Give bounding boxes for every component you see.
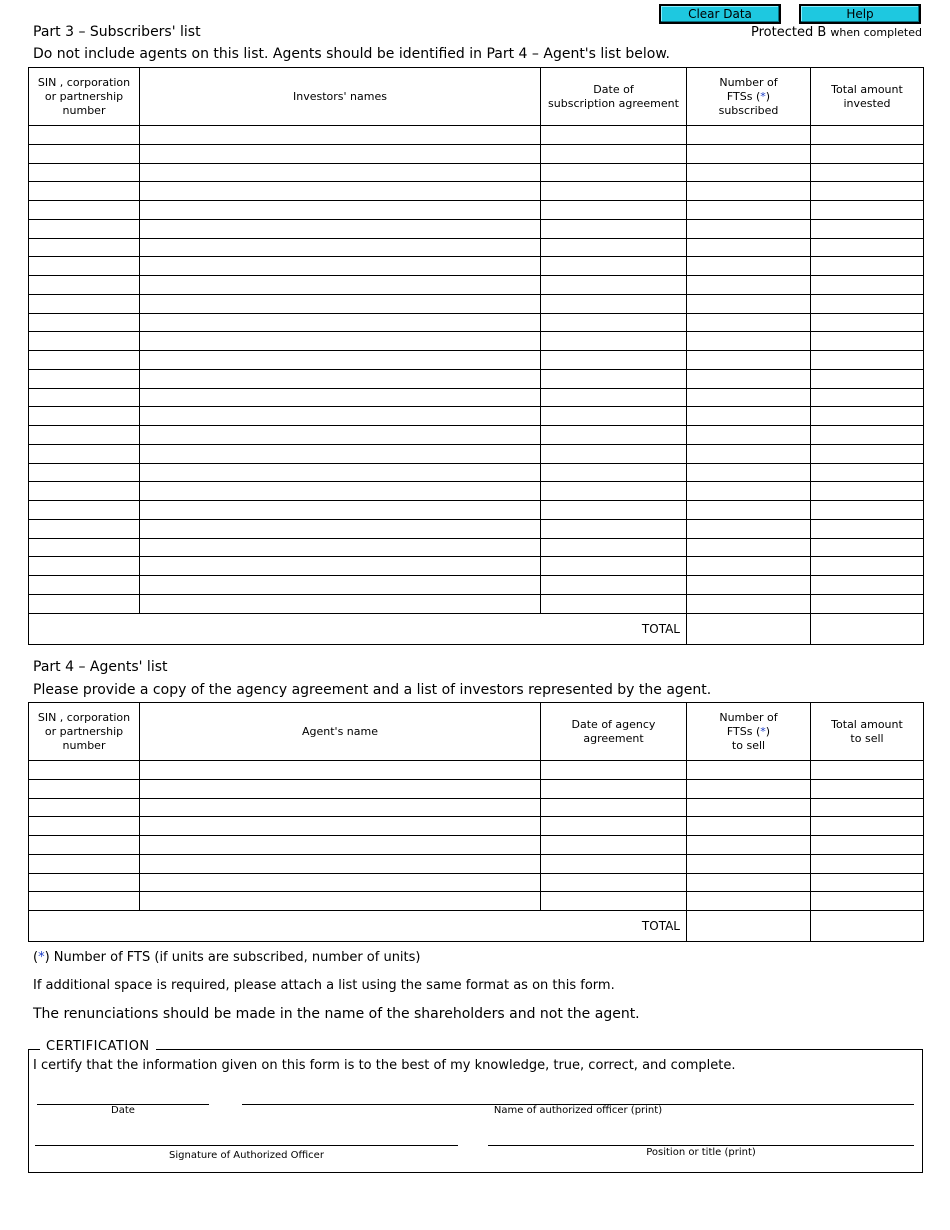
- table-row: [29, 538, 924, 557]
- col-header-sin: [29, 68, 140, 126]
- subscription-date-field[interactable]: [541, 163, 687, 182]
- col-header-investor-name: [140, 68, 541, 126]
- sin-field[interactable]: [29, 576, 140, 595]
- col-header-ftss-to-sell: [687, 703, 811, 761]
- investor-name-field[interactable]: [140, 219, 541, 238]
- investor-name-field[interactable]: [140, 257, 541, 276]
- table-row: [29, 501, 924, 520]
- sin-field[interactable]: [29, 444, 140, 463]
- ftss-subscribed-field[interactable]: [687, 501, 811, 520]
- header-text: FTSs (: [726, 89, 761, 103]
- help-button[interactable]: Help: [799, 4, 921, 24]
- header-text: or partnership: [44, 724, 124, 738]
- total-invested-field[interactable]: [811, 238, 924, 257]
- ftss-subscribed-field[interactable]: [687, 276, 811, 295]
- table-row: [29, 144, 924, 163]
- sin-field[interactable]: [29, 351, 140, 370]
- total-invested-field[interactable]: [811, 501, 924, 520]
- table-row: [29, 219, 924, 238]
- agent-name-field[interactable]: [140, 798, 541, 817]
- subscription-date-field[interactable]: [541, 482, 687, 501]
- certification-legend: CERTIFICATION: [40, 1039, 156, 1054]
- investor-name-field[interactable]: [140, 557, 541, 576]
- total-invested-field[interactable]: [811, 126, 924, 145]
- ftss-subscribed-field[interactable]: [687, 557, 811, 576]
- ftss-subscribed-field[interactable]: [687, 144, 811, 163]
- subscription-date-field[interactable]: [541, 126, 687, 145]
- table-row: [29, 388, 924, 407]
- sin-field[interactable]: [29, 854, 140, 873]
- col-header-ftss-subscribed: [687, 68, 811, 126]
- sin-field[interactable]: [29, 519, 140, 538]
- ftss-to-sell-field[interactable]: [687, 854, 811, 873]
- position-caption: Position or title (print): [646, 1147, 756, 1158]
- table-row: [29, 238, 924, 257]
- subscription-date-field[interactable]: [541, 351, 687, 370]
- subscription-date-field[interactable]: [541, 313, 687, 332]
- agent-name-field[interactable]: [140, 779, 541, 798]
- position-field[interactable]: [488, 1145, 914, 1146]
- agency-date-field[interactable]: [541, 817, 687, 836]
- total-invested-field[interactable]: [811, 144, 924, 163]
- table-row: [29, 351, 924, 370]
- investor-name-field[interactable]: [140, 163, 541, 182]
- table-row: [29, 798, 924, 817]
- header-text: Date of agency: [571, 717, 656, 731]
- sin-field[interactable]: [29, 594, 140, 613]
- sin-field[interactable]: [29, 761, 140, 780]
- header-text: number: [62, 738, 106, 752]
- total-ftss-field[interactable]: [687, 613, 811, 644]
- sin-field[interactable]: [29, 219, 140, 238]
- total-invested-field[interactable]: [811, 294, 924, 313]
- table-row: [29, 779, 924, 798]
- subscription-date-field[interactable]: [541, 594, 687, 613]
- table-row: [29, 257, 924, 276]
- subscription-date-field[interactable]: [541, 182, 687, 201]
- header-text: invested: [843, 96, 891, 110]
- ftss-to-sell-field[interactable]: [687, 836, 811, 855]
- table-row: [29, 182, 924, 201]
- additional-space-note: If additional space is required, please attach a list using the same format as on this form.: [33, 978, 615, 993]
- ftss-subscribed-field[interactable]: [687, 576, 811, 595]
- investor-name-field[interactable]: [140, 388, 541, 407]
- subscription-date-field[interactable]: [541, 257, 687, 276]
- investor-name-field[interactable]: [140, 501, 541, 520]
- col-header-agent-name: [140, 703, 541, 761]
- header-text: subscribed: [718, 103, 779, 117]
- header-text: Total amount: [831, 717, 903, 731]
- subscription-date-field[interactable]: [541, 332, 687, 351]
- table-row: [29, 482, 924, 501]
- ftss-subscribed-field[interactable]: [687, 426, 811, 445]
- ftss-subscribed-field[interactable]: [687, 407, 811, 426]
- header-text: to sell: [731, 738, 766, 752]
- sin-field[interactable]: [29, 238, 140, 257]
- agent-name-field[interactable]: [140, 836, 541, 855]
- total-invested-field[interactable]: [811, 463, 924, 482]
- header-text: SIN , corporation: [37, 710, 131, 724]
- part3-instruction: Do not include agents on this list. Agents should be identified in Part 4 – Agent's list below.: [33, 46, 670, 62]
- col-header-subscription-date: [541, 68, 687, 126]
- agent-name-field[interactable]: [140, 854, 541, 873]
- sin-field[interactable]: [29, 557, 140, 576]
- ftss-subscribed-field[interactable]: [687, 238, 811, 257]
- ftss-subscribed-field[interactable]: [687, 182, 811, 201]
- subscription-date-field[interactable]: [541, 369, 687, 388]
- total-to-sell-field[interactable]: [811, 817, 924, 836]
- col-header-total-invested: [811, 68, 924, 126]
- agent-name-field[interactable]: [140, 892, 541, 911]
- total-to-sell-field[interactable]: [811, 761, 924, 780]
- header-text: ): [765, 89, 771, 103]
- protected-suffix: when completed: [830, 26, 922, 39]
- sin-field[interactable]: [29, 482, 140, 501]
- table-row: [29, 576, 924, 595]
- sin-field[interactable]: [29, 388, 140, 407]
- subscription-date-field[interactable]: [541, 519, 687, 538]
- officer-name-caption: Name of authorized officer (print): [493, 1105, 663, 1116]
- table-row: [29, 163, 924, 182]
- subscription-date-field[interactable]: [541, 463, 687, 482]
- total-invested-field[interactable]: [811, 557, 924, 576]
- total-ftss-field[interactable]: [687, 911, 811, 942]
- ftss-subscribed-field[interactable]: [687, 463, 811, 482]
- sin-field[interactable]: [29, 463, 140, 482]
- investor-name-field[interactable]: [140, 144, 541, 163]
- sin-field[interactable]: [29, 163, 140, 182]
- ftss-subscribed-field[interactable]: [687, 126, 811, 145]
- ftss-subscribed-field[interactable]: [687, 219, 811, 238]
- table-row: [29, 836, 924, 855]
- ftss-subscribed-field[interactable]: [687, 444, 811, 463]
- ftss-subscribed-field[interactable]: [687, 332, 811, 351]
- sin-field[interactable]: [29, 836, 140, 855]
- ftss-subscribed-field[interactable]: [687, 294, 811, 313]
- subscription-date-field[interactable]: [541, 501, 687, 520]
- table-row: [29, 594, 924, 613]
- subscription-date-field[interactable]: [541, 294, 687, 313]
- table-row: [29, 557, 924, 576]
- header-text: Date of: [593, 82, 634, 96]
- investor-name-field[interactable]: [140, 126, 541, 145]
- agency-date-field[interactable]: [541, 761, 687, 780]
- subscribers-table: [28, 67, 924, 645]
- header-text: FTSs (: [726, 724, 761, 738]
- total-invested-field[interactable]: [811, 426, 924, 445]
- certification-statement: I certify that the information given on this form is to the best of my knowledge, true, correct, and complete.: [33, 1058, 736, 1073]
- total-invested-field[interactable]: [811, 219, 924, 238]
- signature-field[interactable]: [35, 1145, 458, 1146]
- sin-field[interactable]: [29, 313, 140, 332]
- sin-field[interactable]: [29, 201, 140, 220]
- sin-field[interactable]: [29, 276, 140, 295]
- part4-instruction: Please provide a copy of the agency agreement and a list of investors represented by the agent.: [33, 682, 712, 698]
- protected-notice: [751, 25, 922, 40]
- investor-name-field[interactable]: [140, 182, 541, 201]
- ftss-to-sell-field[interactable]: [687, 892, 811, 911]
- footnote-star: *: [760, 724, 766, 738]
- sin-field[interactable]: [29, 407, 140, 426]
- total-invested-field[interactable]: [811, 163, 924, 182]
- ftss-subscribed-field[interactable]: [687, 482, 811, 501]
- note-text: ) Number of FTS (if units are subscribed, number of units): [44, 950, 421, 965]
- total-invested-field[interactable]: [811, 482, 924, 501]
- total-invested-field[interactable]: [811, 576, 924, 595]
- header-text: Agent's name: [301, 724, 378, 738]
- sin-field[interactable]: [29, 873, 140, 892]
- total-invested-field[interactable]: [811, 257, 924, 276]
- investor-name-field[interactable]: [140, 426, 541, 445]
- total-invested-field[interactable]: [811, 332, 924, 351]
- total-invested-field[interactable]: [811, 351, 924, 370]
- table-row: [29, 426, 924, 445]
- sin-field[interactable]: [29, 426, 140, 445]
- table-row: [29, 407, 924, 426]
- total-to-sell-field[interactable]: [811, 873, 924, 892]
- total-to-sell-field[interactable]: [811, 798, 924, 817]
- subscription-date-field[interactable]: [541, 144, 687, 163]
- subscription-date-field[interactable]: [541, 576, 687, 595]
- total-invested-field[interactable]: [811, 276, 924, 295]
- ftss-to-sell-field[interactable]: [687, 817, 811, 836]
- investor-name-field[interactable]: [140, 482, 541, 501]
- header-text: Number of: [719, 75, 778, 89]
- table-row: [29, 201, 924, 220]
- table-row: [29, 332, 924, 351]
- ftss-subscribed-field[interactable]: [687, 388, 811, 407]
- table-row: [29, 463, 924, 482]
- header-text: or partnership: [44, 89, 124, 103]
- header-text: Total amount: [831, 82, 903, 96]
- total-invested-field[interactable]: [811, 407, 924, 426]
- ftss-subscribed-field[interactable]: [687, 538, 811, 557]
- footnote-star: *: [760, 89, 766, 103]
- investor-name-field[interactable]: [140, 294, 541, 313]
- sin-field[interactable]: [29, 332, 140, 351]
- agency-date-field[interactable]: [541, 836, 687, 855]
- total-invested-field[interactable]: [811, 182, 924, 201]
- investor-name-field[interactable]: [140, 332, 541, 351]
- agent-name-field[interactable]: [140, 873, 541, 892]
- header-text: [687, 90, 810, 104]
- sin-field[interactable]: [29, 182, 140, 201]
- investor-name-field[interactable]: [140, 407, 541, 426]
- total-invested-field[interactable]: [811, 444, 924, 463]
- sin-field[interactable]: [29, 369, 140, 388]
- table-row: [29, 761, 924, 780]
- header-text: subscription agreement: [548, 96, 679, 110]
- agents-table: [28, 702, 924, 942]
- part4-title: Part 4 – Agents' list: [33, 659, 168, 675]
- agency-date-field[interactable]: [541, 854, 687, 873]
- investor-name-field[interactable]: [140, 201, 541, 220]
- total-invested-field[interactable]: [811, 538, 924, 557]
- investor-name-field[interactable]: [140, 276, 541, 295]
- total-invested-field[interactable]: [811, 388, 924, 407]
- investor-name-field[interactable]: [140, 444, 541, 463]
- sin-field[interactable]: [29, 126, 140, 145]
- investor-name-field[interactable]: [140, 538, 541, 557]
- investor-name-field[interactable]: [140, 463, 541, 482]
- investor-name-field[interactable]: [140, 351, 541, 370]
- table-row: [29, 276, 924, 295]
- agent-name-field[interactable]: [140, 761, 541, 780]
- ftss-to-sell-field[interactable]: [687, 761, 811, 780]
- sin-field[interactable]: [29, 779, 140, 798]
- table-row: [29, 294, 924, 313]
- agency-date-field[interactable]: [541, 798, 687, 817]
- table-row: [29, 854, 924, 873]
- header-text: to sell: [850, 731, 884, 745]
- total-amount-field[interactable]: [811, 613, 924, 644]
- total-label: TOTAL: [29, 613, 687, 644]
- ftss-subscribed-field[interactable]: [687, 257, 811, 276]
- table-row: [29, 873, 924, 892]
- table-row: [29, 369, 924, 388]
- table-row: [29, 313, 924, 332]
- total-to-sell-field[interactable]: [811, 854, 924, 873]
- agency-date-field[interactable]: [541, 873, 687, 892]
- ftss-subscribed-field[interactable]: [687, 313, 811, 332]
- total-label: TOTAL: [29, 911, 687, 942]
- subscription-date-field[interactable]: [541, 219, 687, 238]
- col-header-sin: [29, 703, 140, 761]
- subscription-date-field[interactable]: [541, 276, 687, 295]
- ftss-subscribed-field[interactable]: [687, 369, 811, 388]
- table-row: [29, 892, 924, 911]
- ftss-subscribed-field[interactable]: [687, 519, 811, 538]
- investor-name-field[interactable]: [140, 519, 541, 538]
- col-header-agency-date: [541, 703, 687, 761]
- sin-field[interactable]: [29, 294, 140, 313]
- investor-name-field[interactable]: [140, 594, 541, 613]
- sin-field[interactable]: [29, 501, 140, 520]
- ftss-to-sell-field[interactable]: [687, 873, 811, 892]
- sin-field[interactable]: [29, 817, 140, 836]
- total-invested-field[interactable]: [811, 519, 924, 538]
- total-amount-field[interactable]: [811, 911, 924, 942]
- header-text: Investors' names: [293, 89, 387, 103]
- total-invested-field[interactable]: [811, 369, 924, 388]
- total-to-sell-field[interactable]: [811, 836, 924, 855]
- table-row: [29, 817, 924, 836]
- subscription-date-field[interactable]: [541, 407, 687, 426]
- total-invested-field[interactable]: [811, 201, 924, 220]
- table-row: [29, 444, 924, 463]
- date-caption: Date: [111, 1105, 135, 1116]
- agency-date-field[interactable]: [541, 892, 687, 911]
- ftss-subscribed-field[interactable]: [687, 201, 811, 220]
- sin-field[interactable]: [29, 538, 140, 557]
- subscription-date-field[interactable]: [541, 557, 687, 576]
- header-text: SIN , corporation: [37, 75, 131, 89]
- sin-field[interactable]: [29, 144, 140, 163]
- col-header-total-to-sell: [811, 703, 924, 761]
- signature-caption: Signature of Authorized Officer: [169, 1150, 324, 1161]
- footnote: [33, 950, 421, 965]
- investor-name-field[interactable]: [140, 576, 541, 595]
- subscription-date-field[interactable]: [541, 238, 687, 257]
- header-text: [687, 725, 810, 739]
- footnote-star: *: [38, 950, 45, 965]
- ftss-to-sell-field[interactable]: [687, 779, 811, 798]
- ftss-subscribed-field[interactable]: [687, 594, 811, 613]
- ftss-subscribed-field[interactable]: [687, 351, 811, 370]
- header-text: Number of: [719, 710, 778, 724]
- total-to-sell-field[interactable]: [811, 779, 924, 798]
- clear-data-button[interactable]: Clear Data: [659, 4, 781, 24]
- subscription-date-field[interactable]: [541, 444, 687, 463]
- subscription-date-field[interactable]: [541, 388, 687, 407]
- agent-name-field[interactable]: [140, 817, 541, 836]
- table-row: [29, 519, 924, 538]
- subscription-date-field[interactable]: [541, 201, 687, 220]
- ftss-subscribed-field[interactable]: [687, 163, 811, 182]
- total-to-sell-field[interactable]: [811, 892, 924, 911]
- protected-label: Protected B: [751, 25, 827, 40]
- header-text: number: [62, 103, 106, 117]
- header-text: agreement: [583, 731, 644, 745]
- investor-name-field[interactable]: [140, 369, 541, 388]
- note-text: (: [33, 950, 39, 965]
- investor-name-field[interactable]: [140, 238, 541, 257]
- part3-title: Part 3 – Subscribers' list: [33, 24, 201, 40]
- table-row: [29, 126, 924, 145]
- investor-name-field[interactable]: [140, 313, 541, 332]
- sin-field[interactable]: [29, 798, 140, 817]
- renunciations-note: The renunciations should be made in the name of the shareholders and not the agent.: [33, 1006, 640, 1022]
- subscription-date-field[interactable]: [541, 538, 687, 557]
- header-text: ): [765, 724, 771, 738]
- sin-field[interactable]: [29, 892, 140, 911]
- ftss-to-sell-field[interactable]: [687, 798, 811, 817]
- agency-date-field[interactable]: [541, 779, 687, 798]
- total-invested-field[interactable]: [811, 594, 924, 613]
- sin-field[interactable]: [29, 257, 140, 276]
- subscription-date-field[interactable]: [541, 426, 687, 445]
- total-invested-field[interactable]: [811, 313, 924, 332]
